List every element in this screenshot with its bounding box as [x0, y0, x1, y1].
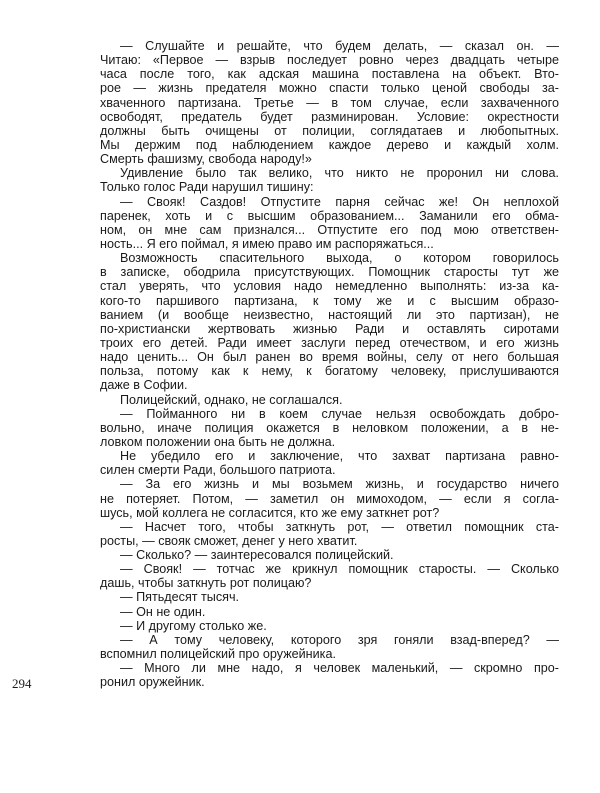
text-line: освободят, предатель будет разминирован. Условие: окрестности [100, 109, 559, 124]
text-line: хваченного партизана. Третье — в том случае, если захваченного [100, 95, 559, 110]
text-line: кого-то паршивого партизана, к тому же и с высшим образо- [100, 293, 559, 308]
text-line: ронил оружейник. [100, 675, 205, 690]
text-line: Читаю: «Первое — взрыв последует ровно через двадцать четыре [100, 53, 559, 68]
text-line: — Много ли мне надо, я человек маленький, — скромно про- [120, 661, 559, 676]
text-line: рое — жизнь предателя можно спасти только ценой свободы за- [100, 81, 559, 96]
text-line: стал уверять, что условия надо немедленно выполнять: из-за ка- [100, 279, 559, 294]
page-number: 294 [12, 676, 32, 691]
text-line: ванием (и вообще неизвестно, настоящий ли это партизан), не [100, 307, 559, 322]
text-line: ном, он мне сам признался... Отпустите его под мою ответствен- [100, 222, 559, 237]
text-line: — Слушайте и решайте, что будем делать, — сказал он. — [120, 39, 559, 53]
text-line: ловком положении она быть не должна. [100, 434, 336, 449]
text-line: Только голос Ради нарушил тишину: [100, 180, 314, 195]
text-line: вольно, иначе полиция окажется в неловком положении, а в не- [100, 420, 559, 435]
text-line: — Свояк! Саздов! Отпустите парня сейчас же! Он неплохой [120, 194, 559, 209]
text-line: — Свояк! — тотчас же крикнул помощник старосты. — Сколько [120, 562, 559, 577]
text-line: троих его детей. Ради имеет заслуги перед отечеством, и его жизнь [100, 335, 559, 350]
text-line: даже в Софии. [100, 378, 188, 393]
text-line: вспомнил полицейский про оружейника. [100, 647, 336, 662]
text-line: шусь, мой коллега не согласится, кто же ему заткнет рот? [100, 505, 440, 520]
text-line: росты, — свояк сможет, денег у него хватит. [100, 533, 358, 548]
text-line: не потеряет. Потом, — заметил он мимоходом, — если я согла- [100, 491, 559, 506]
text-line: польза, потому как к нему, к богатому человеку, прислушиваются [100, 364, 559, 379]
text-line: — Насчет того, чтобы заткнуть рот, — ответил помощник ста- [120, 519, 559, 534]
text-line: паренек, хоть и с высшим образованием... Заманили его обма- [100, 208, 559, 223]
text-line: Мы держим под наблюдением каждое дерево и каждый холм. [100, 137, 559, 152]
text-line: — Он не один. [120, 604, 206, 619]
text-line: Не убедило его и заключение, что захват партизана равно- [120, 449, 559, 464]
text-line: дашь, чтобы заткнуть рот полицаю? [100, 576, 312, 591]
text-line: ность... Я его поймал, я имею право им распоряжаться... [100, 236, 434, 251]
text-line: в записке, ободрила присутствующих. Помощник старосты тут же [100, 265, 559, 280]
text-line: надо ценить... Он был ранен во время войны, селу от него большая [100, 350, 559, 365]
text-line: часа после того, как адская машина поставлена на объект. Вто- [100, 67, 559, 82]
text-line: — Пойманного ни в коем случае нельзя освобождать добро- [120, 406, 559, 421]
text-line: — Сколько? — заинтересовался полицейский. [120, 548, 394, 563]
text-line: Возможность спасительного выхода, о котором говорилось [120, 251, 559, 266]
text-line: силен смерти Ради, большого патриота. [100, 463, 336, 478]
text-line: Полицейский, однако, не соглашался. [120, 392, 343, 407]
text-line: — И другому столько же. [120, 618, 267, 633]
text-line: Смерть фашизму, свобода народу!» [100, 152, 312, 167]
text-line: — А тому человеку, которого зря гоняли взад-вперед? — [120, 632, 559, 647]
text-line: — Пятьдесят тысяч. [120, 590, 240, 605]
text-line: Удивление было так велико, что никто не проронил ни слова. [120, 166, 559, 181]
text-line: — За его жизнь и мы возьмем жизнь, и государство ничего [120, 477, 559, 492]
text-line: должны быть очищены от полиции, соглядатаев и любопытных. [100, 123, 559, 138]
text-line: по-христиански жертвовать жизнью Ради и оставлять сиротами [100, 321, 559, 336]
page-body-text [100, 39, 559, 689]
